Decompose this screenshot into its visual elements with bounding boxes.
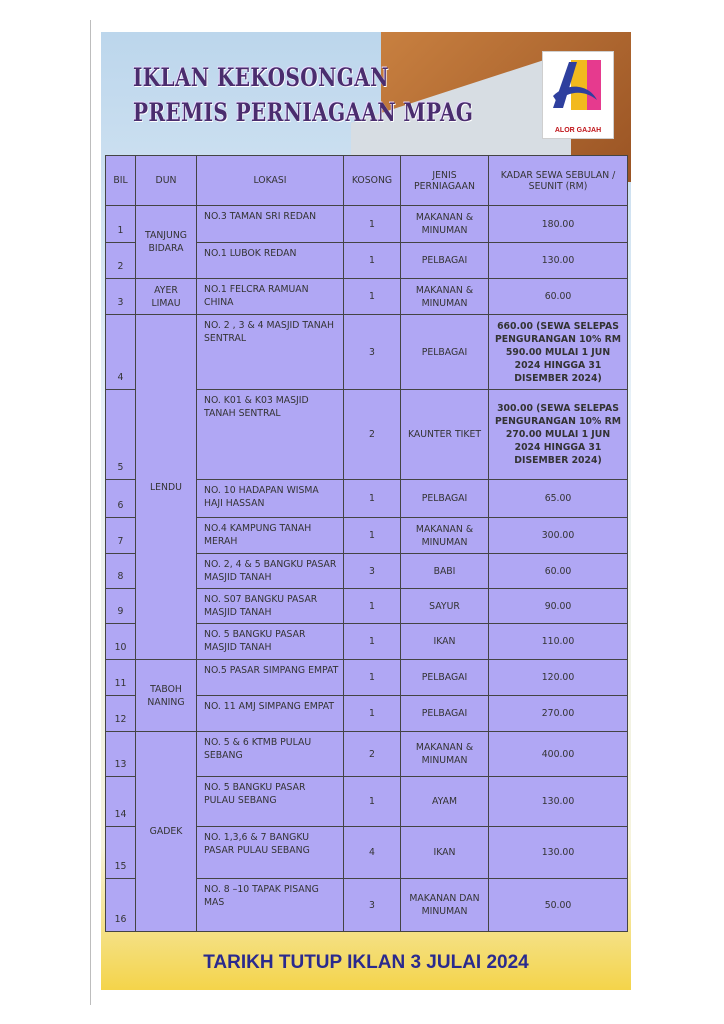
row-bil: 15 xyxy=(106,827,136,879)
row-kadar: 130.00 xyxy=(489,243,628,279)
row-kadar: 130.00 xyxy=(489,777,628,827)
row-bil: 5 xyxy=(106,390,136,480)
row-jenis: MAKANAN & MINUMAN xyxy=(401,518,489,554)
row-bil: 12 xyxy=(106,696,136,732)
row-kosong: 1 xyxy=(344,777,401,827)
row-kosong: 1 xyxy=(344,589,401,624)
row-lokasi: NO. 5 BANGKU PASAR PULAU SEBANG xyxy=(197,777,344,827)
row-bil: 11 xyxy=(106,660,136,696)
row-jenis: PELBAGAI xyxy=(401,480,489,518)
row-jenis: IKAN xyxy=(401,624,489,660)
row-kadar: 660.00 (SEWA SELEPAS PENGURANGAN 10% RM 590.00 MULAI 1 JUN 2024 HINGGA 31 DISEMBER 2024) xyxy=(489,315,628,390)
header-bil: BIL xyxy=(106,156,136,206)
row-jenis: SAYUR xyxy=(401,589,489,624)
row-bil: 8 xyxy=(106,554,136,589)
row-kosong: 1 xyxy=(344,480,401,518)
row-kadar: 300.00 xyxy=(489,518,628,554)
vacancy-table xyxy=(105,155,628,932)
row-kadar: 65.00 xyxy=(489,480,628,518)
row-jenis: MAKANAN & MINUMAN xyxy=(401,732,489,777)
row-jenis: PELBAGAI xyxy=(401,315,489,390)
header-kosong: KOSONG xyxy=(344,156,401,206)
row-kosong: 1 xyxy=(344,206,401,243)
row-lokasi: NO. 2 , 3 & 4 MASJID TANAH SENTRAL xyxy=(197,315,344,390)
title-line-2: PREMIS PERNIAGAAN MPAG xyxy=(133,98,474,127)
row-kadar: 270.00 xyxy=(489,696,628,732)
dun-cell: TANJUNG BIDARA xyxy=(136,206,197,279)
row-bil: 3 xyxy=(106,279,136,315)
row-bil: 14 xyxy=(106,777,136,827)
dun-cell: GADEK xyxy=(136,732,197,932)
row-lokasi: NO. 10 HADAPAN WISMA HAJI HASSAN xyxy=(197,480,344,518)
poster-title xyxy=(133,60,473,130)
row-jenis: MAKANAN DAN MINUMAN xyxy=(401,879,489,932)
row-kosong: 1 xyxy=(344,518,401,554)
table-row xyxy=(106,315,628,390)
table-row xyxy=(106,279,628,315)
row-bil: 16 xyxy=(106,879,136,932)
row-lokasi: NO.5 PASAR SIMPANG EMPAT xyxy=(197,660,344,696)
row-jenis: MAKANAN & MINUMAN xyxy=(401,206,489,243)
table-row xyxy=(106,732,628,777)
header-jenis: JENIS PERNIAGAAN xyxy=(401,156,489,206)
row-lokasi: NO.3 TAMAN SRI REDAN xyxy=(197,206,344,243)
row-lokasi: NO. 8 –10 TAPAK PISANG MAS xyxy=(197,879,344,932)
row-jenis: AYAM xyxy=(401,777,489,827)
mpag-logo xyxy=(542,51,614,139)
header-lokasi: LOKASI xyxy=(197,156,344,206)
row-kadar: 180.00 xyxy=(489,206,628,243)
row-lokasi: NO. K01 & K03 MASJID TANAH SENTRAL xyxy=(197,390,344,480)
page-edge-line xyxy=(90,20,91,1005)
row-kadar: 60.00 xyxy=(489,279,628,315)
dun-cell: AYER LIMAU xyxy=(136,279,197,315)
title-line-1: IKLAN KEKOSONGAN xyxy=(133,63,389,92)
row-kosong: 1 xyxy=(344,243,401,279)
row-kosong: 4 xyxy=(344,827,401,879)
row-lokasi: NO. 1,3,6 & 7 BANGKU PASAR PULAU SEBANG xyxy=(197,827,344,879)
row-bil: 2 xyxy=(106,243,136,279)
row-jenis: PELBAGAI xyxy=(401,243,489,279)
logo-text: ALOR GAJAH xyxy=(554,127,602,134)
row-bil: 4 xyxy=(106,315,136,390)
row-kosong: 3 xyxy=(344,315,401,390)
row-kosong: 1 xyxy=(344,279,401,315)
table-row xyxy=(106,206,628,243)
advert-poster xyxy=(101,32,631,990)
row-kadar: 400.00 xyxy=(489,732,628,777)
row-kosong: 2 xyxy=(344,732,401,777)
row-lokasi: NO. 5 BANGKU PASAR MASJID TANAH xyxy=(197,624,344,660)
mpag-logo-icon xyxy=(549,56,607,118)
row-jenis: BABI xyxy=(401,554,489,589)
row-kadar: 300.00 (SEWA SELEPAS PENGURANGAN 10% RM 270.00 MULAI 1 JUN 2024 HINGGA 31 DISEMBER 2024) xyxy=(489,390,628,480)
row-jenis: PELBAGAI xyxy=(401,696,489,732)
table-header-row xyxy=(106,156,628,206)
row-kadar: 90.00 xyxy=(489,589,628,624)
row-bil: 10 xyxy=(106,624,136,660)
row-jenis: PELBAGAI xyxy=(401,660,489,696)
row-kadar: 50.00 xyxy=(489,879,628,932)
row-lokasi: NO. 5 & 6 KTMB PULAU SEBANG xyxy=(197,732,344,777)
row-lokasi: NO.1 FELCRA RAMUAN CHINA xyxy=(197,279,344,315)
row-kosong: 1 xyxy=(344,660,401,696)
row-kosong: 3 xyxy=(344,554,401,589)
row-kosong: 2 xyxy=(344,390,401,480)
table-row xyxy=(106,660,628,696)
header-dun: DUN xyxy=(136,156,197,206)
row-bil: 13 xyxy=(106,732,136,777)
row-lokasi: NO.4 KAMPUNG TANAH MERAH xyxy=(197,518,344,554)
row-jenis: MAKANAN & MINUMAN xyxy=(401,279,489,315)
row-lokasi: NO. S07 BANGKU PASAR MASJID TANAH xyxy=(197,589,344,624)
dun-cell: TABOH NANING xyxy=(136,660,197,732)
row-bil: 1 xyxy=(106,206,136,243)
row-kadar: 120.00 xyxy=(489,660,628,696)
row-bil: 7 xyxy=(106,518,136,554)
row-bil: 9 xyxy=(106,589,136,624)
row-kadar: 60.00 xyxy=(489,554,628,589)
row-jenis: IKAN xyxy=(401,827,489,879)
row-kosong: 1 xyxy=(344,624,401,660)
row-kadar: 110.00 xyxy=(489,624,628,660)
header-kadar: KADAR SEWA SEBULAN / SEUNIT (RM) xyxy=(489,156,628,206)
row-lokasi: NO. 11 AMJ SIMPANG EMPAT xyxy=(197,696,344,732)
row-kosong: 3 xyxy=(344,879,401,932)
dun-cell: LENDU xyxy=(136,315,197,660)
row-kadar: 130.00 xyxy=(489,827,628,879)
row-bil: 6 xyxy=(106,480,136,518)
row-lokasi: NO.1 LUBOK REDAN xyxy=(197,243,344,279)
row-jenis: KAUNTER TIKET xyxy=(401,390,489,480)
row-kosong: 1 xyxy=(344,696,401,732)
closing-date-banner: TARIKH TUTUP IKLAN 3 JULAI 2024 xyxy=(203,952,529,973)
row-lokasi: NO. 2, 4 & 5 BANGKU PASAR MASJID TANAH xyxy=(197,554,344,589)
